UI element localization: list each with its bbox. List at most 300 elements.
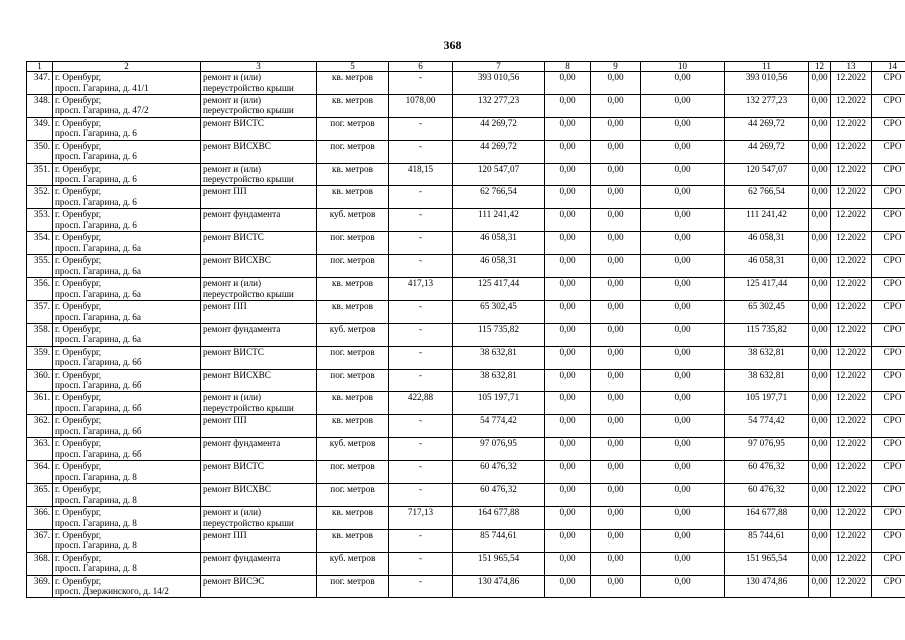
table-body — [27, 72, 905, 598]
address-cell-line1: г. Оренбург, — [55, 461, 102, 472]
address-cell — [53, 484, 201, 507]
address-cell-line2: просп. Гагарина, д. 6б — [55, 403, 142, 414]
work-type-cell — [201, 278, 317, 301]
col12-cell: 0,00 — [809, 186, 831, 209]
table-row — [27, 346, 905, 369]
volume-cell: - — [389, 300, 453, 323]
col10-cell: 0,00 — [641, 415, 725, 438]
col8-cell: 0,00 — [545, 346, 591, 369]
work-type-cell-line1: ремонт ВИСЭС — [203, 575, 265, 586]
col10-cell: 0,00 — [641, 300, 725, 323]
date-cell: 12.2022 — [831, 72, 872, 95]
address-cell-line2: просп. Гагарина, д. 6б — [55, 357, 142, 368]
work-type-cell-line1: ремонт ПП — [203, 300, 247, 311]
col11-cell: 85 744,61 — [725, 529, 809, 552]
total-cost-cell: 115 735,82 — [453, 323, 545, 346]
volume-cell: - — [389, 72, 453, 95]
date-cell: 12.2022 — [831, 140, 872, 163]
col8-cell: 0,00 — [545, 575, 591, 598]
row-number: 347. — [27, 72, 53, 95]
work-type-cell-line1: ремонт ВИСХВС — [203, 140, 271, 151]
address-cell — [53, 346, 201, 369]
address-cell-line2: просп. Гагарина, д. 8 — [55, 517, 137, 528]
work-type-cell — [201, 392, 317, 415]
col10-cell: 0,00 — [641, 506, 725, 529]
row-number: 356. — [27, 278, 53, 301]
table-row — [27, 209, 905, 232]
unit-cell: куб. метров — [317, 323, 389, 346]
volume-cell: - — [389, 255, 453, 278]
col10-cell: 0,00 — [641, 278, 725, 301]
col12-cell: 0,00 — [809, 415, 831, 438]
work-type-cell-line1: ремонт и (или) — [203, 94, 262, 105]
work-type-cell — [201, 186, 317, 209]
address-cell-line1: г. Оренбург, — [55, 94, 102, 105]
work-type-cell-line1: ремонт и (или) — [203, 392, 262, 403]
volume-cell: 422,88 — [389, 392, 453, 415]
col12-cell: 0,00 — [809, 575, 831, 598]
date-cell: 12.2022 — [831, 323, 872, 346]
col8-cell: 0,00 — [545, 94, 591, 117]
table-row — [27, 438, 905, 461]
unit-cell: пог. метров — [317, 484, 389, 507]
address-cell-line1: г. Оренбург, — [55, 346, 102, 357]
volume-cell: - — [389, 140, 453, 163]
unit-cell: кв. метров — [317, 72, 389, 95]
col10-cell: 0,00 — [641, 72, 725, 95]
volume-cell: - — [389, 529, 453, 552]
repair-register-table — [26, 61, 905, 598]
col8-cell: 0,00 — [545, 415, 591, 438]
col12-cell: 0,00 — [809, 529, 831, 552]
col11-cell: 120 547,07 — [725, 163, 809, 186]
column-header: 7 — [453, 62, 545, 72]
source-cell: СРО — [872, 94, 905, 117]
work-type-cell-line1: ремонт фундамента — [203, 209, 281, 220]
col11-cell: 132 277,23 — [725, 94, 809, 117]
column-header: 6 — [389, 62, 453, 72]
unit-cell: пог. метров — [317, 232, 389, 255]
address-cell — [53, 323, 201, 346]
column-header: 13 — [831, 62, 872, 72]
unit-cell: пог. метров — [317, 369, 389, 392]
col9-cell: 0,00 — [591, 346, 641, 369]
source-cell: СРО — [872, 529, 905, 552]
volume-cell: - — [389, 575, 453, 598]
total-cost-cell: 164 677,88 — [453, 506, 545, 529]
work-type-cell-line2: переустройство крыши — [203, 403, 294, 414]
col11-cell: 38 632,81 — [725, 369, 809, 392]
col11-cell: 38 632,81 — [725, 346, 809, 369]
address-cell-line2: просп. Гагарина, д. 6а — [55, 242, 141, 253]
work-type-cell-line2: переустройство крыши — [203, 82, 294, 93]
date-cell: 12.2022 — [831, 232, 872, 255]
work-type-cell — [201, 461, 317, 484]
col11-cell: 111 241,42 — [725, 209, 809, 232]
address-cell-line1: г. Оренбург, — [55, 323, 102, 334]
col11-cell: 130 474,86 — [725, 575, 809, 598]
total-cost-cell: 46 058,31 — [453, 232, 545, 255]
col8-cell: 0,00 — [545, 163, 591, 186]
unit-cell: куб. метров — [317, 209, 389, 232]
address-cell-line1: г. Оренбург, — [55, 552, 102, 563]
col12-cell: 0,00 — [809, 461, 831, 484]
volume-cell: 717,13 — [389, 506, 453, 529]
address-cell-line2: просп. Гагарина, д. 47/2 — [55, 105, 149, 116]
total-cost-cell: 125 417,44 — [453, 278, 545, 301]
address-cell-line1: г. Оренбург, — [55, 72, 102, 82]
date-cell: 12.2022 — [831, 461, 872, 484]
source-cell: СРО — [872, 484, 905, 507]
row-number: 350. — [27, 140, 53, 163]
col12-cell: 0,00 — [809, 484, 831, 507]
date-cell: 12.2022 — [831, 300, 872, 323]
address-cell-line1: г. Оренбург, — [55, 392, 102, 403]
col9-cell: 0,00 — [591, 163, 641, 186]
column-header: 9 — [591, 62, 641, 72]
col8-cell: 0,00 — [545, 117, 591, 140]
work-type-cell-line1: ремонт фундамента — [203, 552, 281, 563]
address-cell-line2: просп. Гагарина, д. 8 — [55, 494, 137, 505]
work-type-cell — [201, 209, 317, 232]
source-cell: СРО — [872, 140, 905, 163]
work-type-cell — [201, 438, 317, 461]
source-cell: СРО — [872, 369, 905, 392]
total-cost-cell: 60 476,32 — [453, 484, 545, 507]
total-cost-cell: 130 474,86 — [453, 575, 545, 598]
col12-cell: 0,00 — [809, 278, 831, 301]
work-type-cell — [201, 94, 317, 117]
source-cell: СРО — [872, 552, 905, 575]
total-cost-cell: 393 010,56 — [453, 72, 545, 95]
total-cost-cell: 132 277,23 — [453, 94, 545, 117]
col11-cell: 44 269,72 — [725, 140, 809, 163]
table-row — [27, 461, 905, 484]
address-cell — [53, 506, 201, 529]
col10-cell: 0,00 — [641, 392, 725, 415]
row-number: 348. — [27, 94, 53, 117]
address-cell-line2: просп. Гагарина, д. 6 — [55, 174, 137, 185]
col12-cell: 0,00 — [809, 94, 831, 117]
col8-cell: 0,00 — [545, 278, 591, 301]
address-cell — [53, 300, 201, 323]
header-row — [27, 62, 905, 72]
col12-cell: 0,00 — [809, 255, 831, 278]
col8-cell: 0,00 — [545, 255, 591, 278]
col12-cell: 0,00 — [809, 506, 831, 529]
address-cell-line2: просп. Дзержинского, д. 14/2 — [55, 586, 169, 597]
col9-cell: 0,00 — [591, 552, 641, 575]
work-type-cell — [201, 575, 317, 598]
volume-cell: - — [389, 461, 453, 484]
col10-cell: 0,00 — [641, 186, 725, 209]
table-row — [27, 392, 905, 415]
address-cell-line1: г. Оренбург, — [55, 369, 102, 380]
address-cell — [53, 209, 201, 232]
col8-cell: 0,00 — [545, 484, 591, 507]
unit-cell: пог. метров — [317, 461, 389, 484]
unit-cell: кв. метров — [317, 415, 389, 438]
work-type-cell — [201, 163, 317, 186]
source-cell: СРО — [872, 438, 905, 461]
work-type-cell-line1: ремонт и (или) — [203, 278, 262, 289]
col12-cell: 0,00 — [809, 552, 831, 575]
address-cell-line1: г. Оренбург, — [55, 575, 102, 586]
date-cell: 12.2022 — [831, 163, 872, 186]
column-header: 12 — [809, 62, 831, 72]
total-cost-cell: 38 632,81 — [453, 369, 545, 392]
source-cell: СРО — [872, 209, 905, 232]
address-cell-line1: г. Оренбург, — [55, 117, 102, 128]
total-cost-cell: 151 965,54 — [453, 552, 545, 575]
address-cell — [53, 94, 201, 117]
address-cell-line2: просп. Гагарина, д. 6 — [55, 197, 137, 208]
source-cell: СРО — [872, 232, 905, 255]
table-row — [27, 278, 905, 301]
source-cell: СРО — [872, 163, 905, 186]
row-number: 361. — [27, 392, 53, 415]
row-number: 366. — [27, 506, 53, 529]
col10-cell: 0,00 — [641, 438, 725, 461]
col11-cell: 151 965,54 — [725, 552, 809, 575]
row-number: 362. — [27, 415, 53, 438]
row-number: 359. — [27, 346, 53, 369]
address-cell — [53, 575, 201, 598]
address-cell — [53, 255, 201, 278]
col8-cell: 0,00 — [545, 140, 591, 163]
date-cell: 12.2022 — [831, 438, 872, 461]
total-cost-cell: 120 547,07 — [453, 163, 545, 186]
work-type-cell-line1: ремонт и (или) — [203, 506, 262, 517]
volume-cell: - — [389, 369, 453, 392]
total-cost-cell: 62 766,54 — [453, 186, 545, 209]
address-cell-line2: просп. Гагарина, д. 6б — [55, 380, 142, 391]
date-cell: 12.2022 — [831, 369, 872, 392]
address-cell-line2: просп. Гагарина, д. 6б — [55, 448, 142, 459]
volume-cell: - — [389, 186, 453, 209]
column-header: 8 — [545, 62, 591, 72]
address-cell-line1: г. Оренбург, — [55, 209, 102, 220]
date-cell: 12.2022 — [831, 255, 872, 278]
work-type-cell — [201, 117, 317, 140]
address-cell-line1: г. Оренбург, — [55, 415, 102, 426]
col10-cell: 0,00 — [641, 552, 725, 575]
col12-cell: 0,00 — [809, 209, 831, 232]
column-header: 2 — [53, 62, 201, 72]
work-type-cell — [201, 484, 317, 507]
date-cell: 12.2022 — [831, 186, 872, 209]
work-type-cell — [201, 415, 317, 438]
address-cell-line2: просп. Гагарина, д. 6 — [55, 151, 137, 162]
address-cell-line2: просп. Гагарина, д. 6б — [55, 425, 142, 436]
table-row — [27, 575, 905, 598]
unit-cell: кв. метров — [317, 529, 389, 552]
work-type-cell — [201, 552, 317, 575]
col12-cell: 0,00 — [809, 72, 831, 95]
address-cell-line2: просп. Гагарина, д. 8 — [55, 471, 137, 482]
date-cell: 12.2022 — [831, 278, 872, 301]
volume-cell: 418,15 — [389, 163, 453, 186]
col8-cell: 0,00 — [545, 209, 591, 232]
col11-cell: 62 766,54 — [725, 186, 809, 209]
source-cell: СРО — [872, 323, 905, 346]
row-number: 364. — [27, 461, 53, 484]
col10-cell: 0,00 — [641, 209, 725, 232]
source-cell: СРО — [872, 300, 905, 323]
date-cell: 12.2022 — [831, 415, 872, 438]
address-cell — [53, 72, 201, 95]
address-cell-line1: г. Оренбург, — [55, 484, 102, 495]
address-cell-line1: г. Оренбург, — [55, 300, 102, 311]
address-cell-line1: г. Оренбург, — [55, 255, 102, 266]
total-cost-cell: 38 632,81 — [453, 346, 545, 369]
row-number: 349. — [27, 117, 53, 140]
work-type-cell — [201, 346, 317, 369]
unit-cell: пог. метров — [317, 117, 389, 140]
row-number: 365. — [27, 484, 53, 507]
table-row — [27, 163, 905, 186]
unit-cell: пог. метров — [317, 255, 389, 278]
unit-cell: пог. метров — [317, 575, 389, 598]
col10-cell: 0,00 — [641, 575, 725, 598]
col8-cell: 0,00 — [545, 392, 591, 415]
volume-cell: - — [389, 209, 453, 232]
volume-cell: - — [389, 346, 453, 369]
date-cell: 12.2022 — [831, 484, 872, 507]
source-cell: СРО — [872, 506, 905, 529]
work-type-cell-line1: ремонт ВИСТС — [203, 117, 264, 128]
unit-cell: кв. метров — [317, 392, 389, 415]
column-header: 14 — [872, 62, 905, 72]
column-header: 3 — [201, 62, 317, 72]
col10-cell: 0,00 — [641, 117, 725, 140]
volume-cell: 1078,00 — [389, 94, 453, 117]
col9-cell: 0,00 — [591, 255, 641, 278]
col10-cell: 0,00 — [641, 232, 725, 255]
table-row — [27, 232, 905, 255]
volume-cell: - — [389, 438, 453, 461]
source-cell: СРО — [872, 117, 905, 140]
table-row — [27, 186, 905, 209]
address-cell-line1: г. Оренбург, — [55, 529, 102, 540]
address-cell — [53, 278, 201, 301]
col9-cell: 0,00 — [591, 94, 641, 117]
total-cost-cell: 97 076,95 — [453, 438, 545, 461]
unit-cell: кв. метров — [317, 300, 389, 323]
row-number: 369. — [27, 575, 53, 598]
date-cell: 12.2022 — [831, 392, 872, 415]
col9-cell: 0,00 — [591, 575, 641, 598]
col11-cell: 105 197,71 — [725, 392, 809, 415]
row-number: 354. — [27, 232, 53, 255]
work-type-cell-line1: ремонт и (или) — [203, 163, 262, 174]
date-cell: 12.2022 — [831, 117, 872, 140]
unit-cell: кв. метров — [317, 186, 389, 209]
address-cell — [53, 163, 201, 186]
source-cell: СРО — [872, 575, 905, 598]
date-cell: 12.2022 — [831, 506, 872, 529]
address-cell — [53, 552, 201, 575]
col9-cell: 0,00 — [591, 117, 641, 140]
source-cell: СРО — [872, 278, 905, 301]
volume-cell: - — [389, 232, 453, 255]
address-cell-line2: просп. Гагарина, д. 6 — [55, 128, 137, 139]
col12-cell: 0,00 — [809, 392, 831, 415]
col8-cell: 0,00 — [545, 552, 591, 575]
address-cell-line2: просп. Гагарина, д. 6 — [55, 219, 137, 230]
work-type-cell — [201, 72, 317, 95]
col10-cell: 0,00 — [641, 346, 725, 369]
row-number: 353. — [27, 209, 53, 232]
col11-cell: 164 677,88 — [725, 506, 809, 529]
source-cell: СРО — [872, 415, 905, 438]
address-cell-line1: г. Оренбург, — [55, 438, 102, 449]
column-header: 1 — [27, 62, 53, 72]
date-cell: 12.2022 — [831, 552, 872, 575]
table-row — [27, 484, 905, 507]
address-cell-line1: г. Оренбург, — [55, 186, 102, 197]
col8-cell: 0,00 — [545, 72, 591, 95]
work-type-cell — [201, 300, 317, 323]
table-row — [27, 300, 905, 323]
col8-cell: 0,00 — [545, 300, 591, 323]
col8-cell: 0,00 — [545, 461, 591, 484]
source-cell: СРО — [872, 186, 905, 209]
work-type-cell — [201, 232, 317, 255]
total-cost-cell: 65 302,45 — [453, 300, 545, 323]
volume-cell: - — [389, 415, 453, 438]
col9-cell: 0,00 — [591, 461, 641, 484]
column-header: 10 — [641, 62, 725, 72]
work-type-cell-line1: ремонт ВИСТС — [203, 461, 264, 472]
total-cost-cell: 60 476,32 — [453, 461, 545, 484]
work-type-cell-line1: ремонт фундамента — [203, 438, 281, 449]
table-row — [27, 529, 905, 552]
address-cell — [53, 529, 201, 552]
address-cell-line1: г. Оренбург, — [55, 140, 102, 151]
date-cell: 12.2022 — [831, 346, 872, 369]
total-cost-cell: 54 774,42 — [453, 415, 545, 438]
col10-cell: 0,00 — [641, 369, 725, 392]
col10-cell: 0,00 — [641, 461, 725, 484]
work-type-cell-line1: ремонт ВИСХВС — [203, 369, 271, 380]
col8-cell: 0,00 — [545, 323, 591, 346]
col9-cell: 0,00 — [591, 392, 641, 415]
volume-cell: - — [389, 323, 453, 346]
work-type-cell-line2: переустройство крыши — [203, 105, 294, 116]
col12-cell: 0,00 — [809, 163, 831, 186]
col10-cell: 0,00 — [641, 255, 725, 278]
source-cell: СРО — [872, 392, 905, 415]
row-number: 351. — [27, 163, 53, 186]
col12-cell: 0,00 — [809, 117, 831, 140]
unit-cell: кв. метров — [317, 278, 389, 301]
address-cell — [53, 369, 201, 392]
col11-cell: 46 058,31 — [725, 255, 809, 278]
total-cost-cell: 85 744,61 — [453, 529, 545, 552]
col8-cell: 0,00 — [545, 232, 591, 255]
col8-cell: 0,00 — [545, 529, 591, 552]
col8-cell: 0,00 — [545, 369, 591, 392]
col9-cell: 0,00 — [591, 506, 641, 529]
col10-cell: 0,00 — [641, 163, 725, 186]
address-cell — [53, 438, 201, 461]
table-row — [27, 323, 905, 346]
col12-cell: 0,00 — [809, 323, 831, 346]
work-type-cell — [201, 323, 317, 346]
unit-cell: куб. метров — [317, 438, 389, 461]
work-type-cell-line1: ремонт ВИСХВС — [203, 484, 271, 495]
